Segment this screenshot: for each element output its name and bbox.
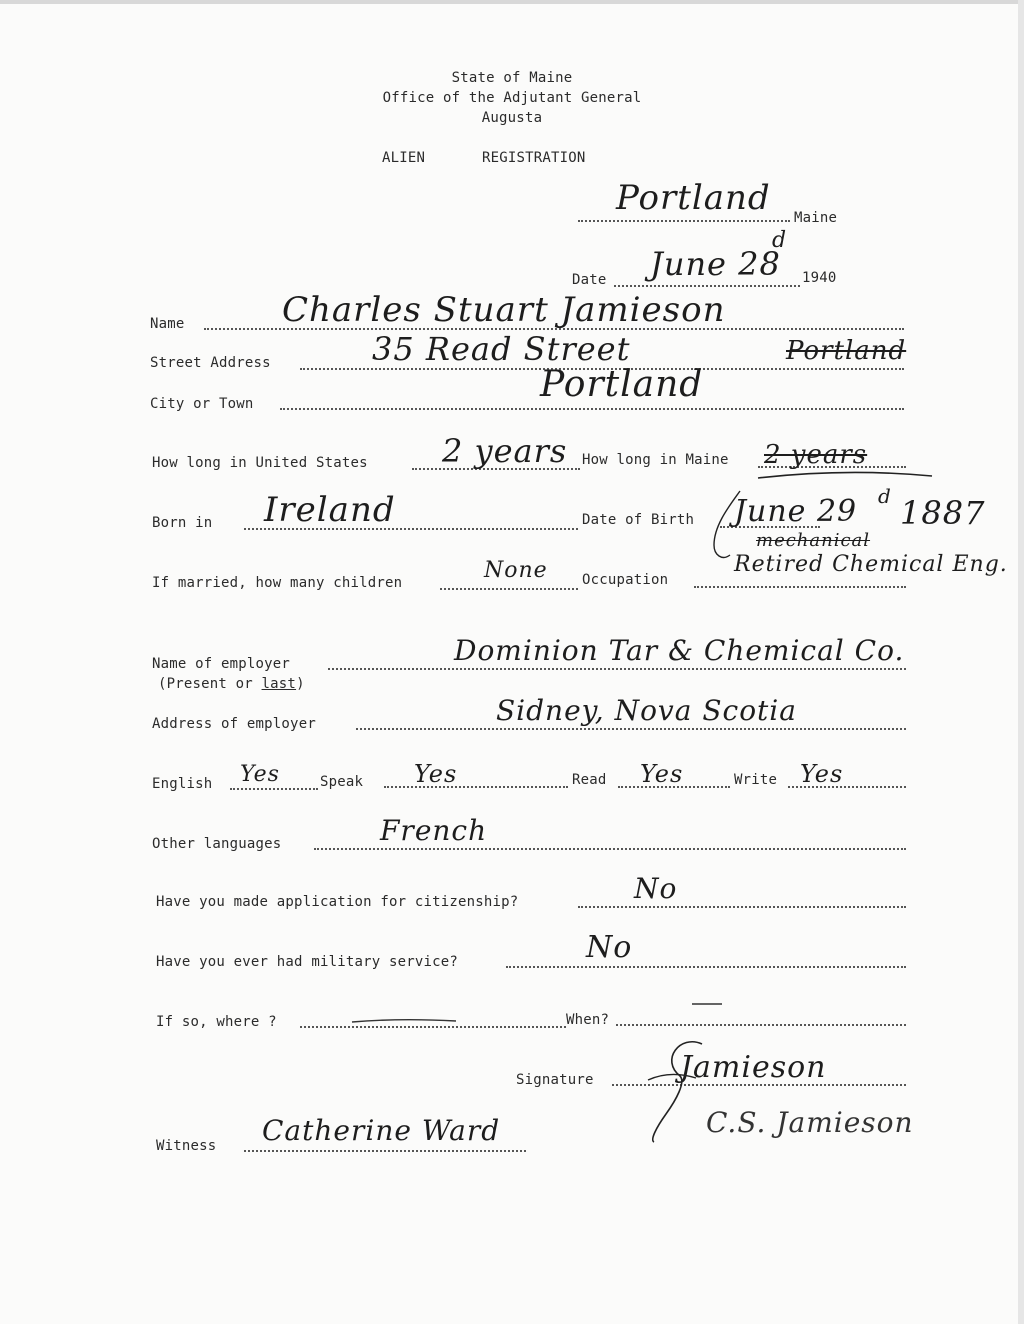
date-superscript: d bbox=[772, 228, 788, 253]
employer-value: Dominion Tar & Chemical Co. bbox=[454, 634, 905, 667]
speak-label: Speak bbox=[320, 774, 364, 790]
name-label: Name bbox=[150, 316, 185, 332]
citizenship-value: No bbox=[634, 872, 678, 905]
place-line bbox=[578, 220, 790, 222]
signature-label: Signature bbox=[516, 1072, 594, 1088]
date-line bbox=[614, 285, 800, 287]
header-office: Office of the Adjutant General bbox=[382, 90, 642, 106]
form-title-registration: REGISTRATION bbox=[482, 150, 586, 166]
english-label: English bbox=[152, 776, 213, 792]
other-languages-value: French bbox=[380, 814, 488, 847]
occupation-value: Retired Chemical Eng. bbox=[734, 552, 1008, 577]
street-label: Street Address bbox=[150, 355, 271, 371]
us-duration-value: 2 years bbox=[442, 432, 568, 470]
citizenship-label: Have you made application for citizenship? bbox=[156, 894, 519, 910]
maine-duration-value: 2 years bbox=[764, 440, 868, 470]
occupation-line bbox=[694, 586, 906, 588]
scan-right-edge bbox=[1018, 0, 1024, 1324]
witness-line bbox=[244, 1150, 526, 1152]
children-line bbox=[440, 588, 578, 590]
employer-address-line bbox=[356, 728, 906, 730]
employer-sublabel-suffix: ) bbox=[296, 676, 305, 692]
employer-address-label: Address of employer bbox=[152, 716, 316, 732]
maine-duration-label: How long in Maine bbox=[582, 452, 729, 468]
city-value: Portland bbox=[540, 364, 704, 405]
write-value: Yes bbox=[800, 760, 844, 788]
employer-sublabel-prefix: (Present or bbox=[158, 676, 262, 692]
military-line bbox=[506, 966, 906, 968]
date-label: Date bbox=[572, 272, 607, 288]
when-label: When? bbox=[566, 1012, 610, 1028]
form-title-alien: ALIEN bbox=[382, 150, 426, 166]
speak-line bbox=[384, 786, 568, 788]
born-value: Ireland bbox=[264, 490, 396, 530]
city-label: City or Town bbox=[150, 396, 254, 412]
witness-label: Witness bbox=[156, 1138, 217, 1154]
street-struck: Portland bbox=[786, 336, 907, 366]
annotation-initials: C.S. Jamieson bbox=[706, 1106, 914, 1139]
dob-value: June 29 bbox=[734, 494, 858, 529]
date-year: 1940 bbox=[802, 270, 837, 286]
children-label: If married, how many children bbox=[152, 575, 403, 591]
signature-flourish bbox=[640, 1030, 710, 1150]
place-value: Portland bbox=[616, 178, 771, 218]
military-value: No bbox=[586, 930, 633, 965]
header-city: Augusta bbox=[481, 110, 543, 126]
english-value: Yes bbox=[240, 762, 280, 787]
occupation-struck: mechanical bbox=[756, 530, 871, 551]
scan-top-edge bbox=[0, 0, 1024, 4]
maine-underline-stroke bbox=[756, 470, 936, 482]
name-value: Charles Stuart Jamieson bbox=[282, 290, 726, 330]
employer-label: Name of employer bbox=[152, 656, 291, 672]
where-line bbox=[300, 1026, 566, 1028]
read-value: Yes bbox=[640, 760, 684, 788]
us-duration-label: How long in United States bbox=[152, 455, 368, 471]
read-label: Read bbox=[572, 772, 607, 788]
speak-value: Yes bbox=[414, 760, 458, 788]
employer-address-value: Sidney, Nova Scotia bbox=[496, 694, 797, 727]
employer-sublabel bbox=[158, 676, 305, 692]
when-line bbox=[616, 1024, 906, 1026]
witness-value: Catherine Ward bbox=[262, 1114, 501, 1147]
where-label: If so, where ? bbox=[156, 1014, 277, 1030]
dob-year: 1887 bbox=[900, 494, 986, 532]
english-line bbox=[230, 788, 318, 790]
dob-label: Date of Birth bbox=[582, 512, 695, 528]
street-value: 35 Read Street bbox=[372, 330, 631, 368]
employer-sublabel-last: last bbox=[261, 676, 297, 692]
military-label: Have you ever had military service? bbox=[156, 954, 459, 970]
write-label: Write bbox=[734, 772, 778, 788]
citizenship-line bbox=[578, 906, 906, 908]
signature-value: Jamieson bbox=[680, 1050, 827, 1085]
city-line bbox=[280, 408, 904, 410]
dob-superscript: d bbox=[878, 484, 892, 508]
date-value: June 28 bbox=[650, 245, 781, 283]
employer-line bbox=[328, 668, 906, 670]
other-languages-label: Other languages bbox=[152, 836, 282, 852]
where-dash-stroke bbox=[350, 1016, 460, 1026]
born-label: Born in bbox=[152, 515, 213, 531]
children-value: None bbox=[484, 558, 548, 583]
when-dash-stroke bbox=[690, 1000, 726, 1008]
place-suffix: Maine bbox=[794, 210, 838, 226]
other-languages-line bbox=[314, 848, 906, 850]
header-state: State of Maine bbox=[451, 70, 573, 86]
occupation-label: Occupation bbox=[582, 572, 669, 588]
